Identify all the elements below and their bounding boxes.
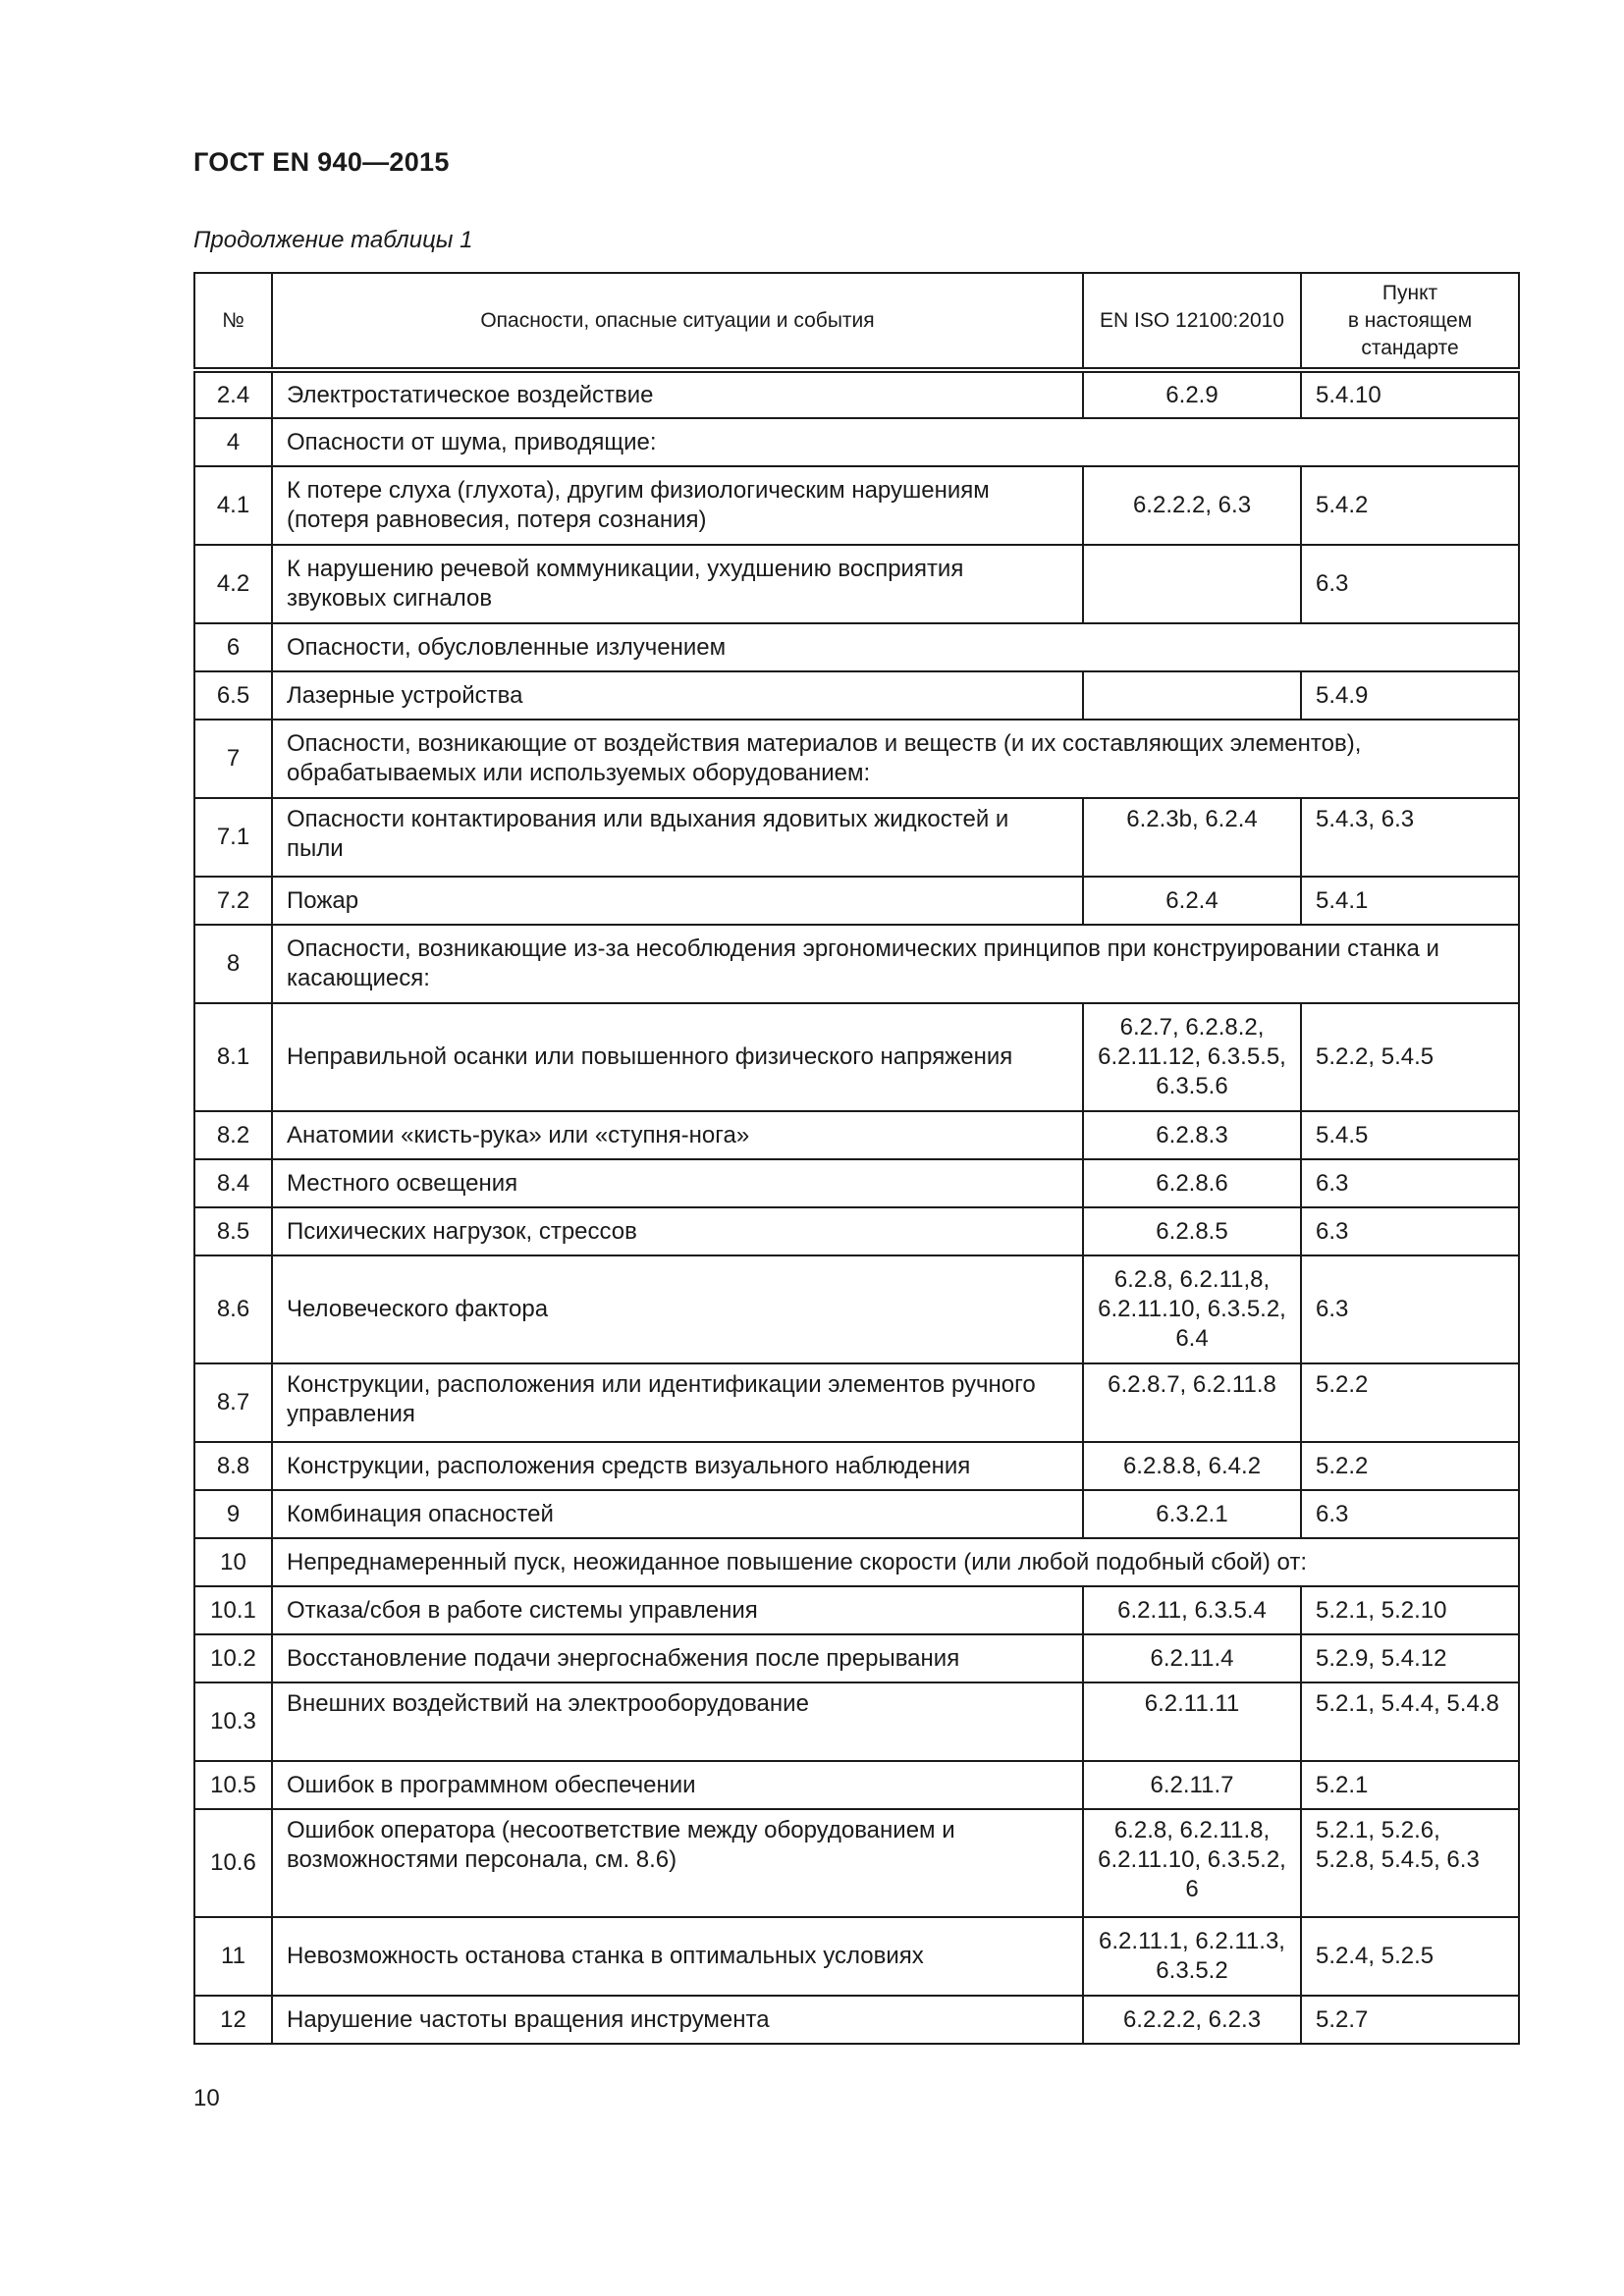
row-iso-reference: 6.2.8.6 — [1083, 1159, 1301, 1207]
table-row — [194, 1207, 1519, 1255]
row-clause-reference: 5.2.7 — [1301, 1996, 1519, 2044]
row-hazard: Анатомии «кисть-рука» или «ступня-нога» — [272, 1111, 1083, 1159]
page-number: 10 — [193, 2085, 220, 2111]
col-header-clause: Пункт в настоящем стандарте — [1301, 273, 1519, 370]
table-row — [194, 370, 1519, 418]
row-hazard: Конструкции, расположения или идентификации элементов ручного управления — [272, 1363, 1083, 1442]
row-hazard: Непреднамеренный пуск, неожиданное повышение скорости (или любой подобный сбой) от: — [272, 1538, 1519, 1586]
row-clause-reference: 6.3 — [1301, 1255, 1519, 1363]
row-hazard: Лазерные устройства — [272, 671, 1083, 720]
row-clause-reference: 5.2.2 — [1301, 1442, 1519, 1490]
row-iso-reference: 6.2.2.2, 6.2.3 — [1083, 1996, 1301, 2044]
row-iso-reference: 6.2.8, 6.2.11,8, 6.2.11.10, 6.3.5.2, 6.4 — [1083, 1255, 1301, 1363]
row-iso-reference: 6.2.11, 6.3.5.4 — [1083, 1586, 1301, 1634]
table-row — [194, 623, 1519, 671]
row-hazard: Ошибок в программном обеспечении — [272, 1761, 1083, 1809]
row-iso-reference: 6.3.2.1 — [1083, 1490, 1301, 1538]
row-number: 8.5 — [194, 1207, 272, 1255]
row-hazard: Электростатическое воздействие — [272, 370, 1083, 418]
table-row — [194, 1538, 1519, 1586]
row-hazard: К нарушению речевой коммуникации, ухудшению восприятия звуковых сигналов — [272, 545, 1083, 623]
row-number: 12 — [194, 1996, 272, 2044]
row-iso-reference: 6.2.11.11 — [1083, 1682, 1301, 1761]
row-clause-reference: 6.3 — [1301, 545, 1519, 623]
row-clause-reference: 5.2.1, 5.2.6, 5.2.8, 5.4.5, 6.3 — [1301, 1809, 1519, 1917]
row-iso-reference: 6.2.9 — [1083, 370, 1301, 418]
table-row — [194, 1761, 1519, 1809]
table-header-row — [194, 273, 1519, 370]
row-number: 8.8 — [194, 1442, 272, 1490]
row-iso-reference: 6.2.8.5 — [1083, 1207, 1301, 1255]
table-row — [194, 1159, 1519, 1207]
row-clause-reference: 5.4.1 — [1301, 877, 1519, 925]
row-hazard: К потере слуха (глухота), другим физиологическим нарушениям (потеря равновесия, потеря сознания) — [272, 466, 1083, 545]
row-iso-reference: 6.2.8.8, 6.4.2 — [1083, 1442, 1301, 1490]
row-iso-reference: 6.2.2.2, 6.3 — [1083, 466, 1301, 545]
row-iso-reference: 6.2.4 — [1083, 877, 1301, 925]
row-clause-reference: 5.4.10 — [1301, 370, 1519, 418]
row-clause-reference: 5.2.1, 5.2.10 — [1301, 1586, 1519, 1634]
row-clause-reference: 5.4.9 — [1301, 671, 1519, 720]
row-iso-reference: 6.2.8.3 — [1083, 1111, 1301, 1159]
row-number: 8.7 — [194, 1363, 272, 1442]
hazard-table — [193, 272, 1520, 2045]
row-number: 10.1 — [194, 1586, 272, 1634]
row-number: 7.2 — [194, 877, 272, 925]
row-hazard: Ошибок оператора (несоответствие между оборудованием и возможностями персонала, см. 8.6) — [272, 1809, 1083, 1917]
table-row — [194, 1442, 1519, 1490]
row-hazard: Конструкции, расположения средств визуального наблюдения — [272, 1442, 1083, 1490]
table-row — [194, 1255, 1519, 1363]
row-number: 7.1 — [194, 798, 272, 877]
row-clause-reference: 5.4.2 — [1301, 466, 1519, 545]
table-row — [194, 1682, 1519, 1761]
table-body — [194, 370, 1519, 2044]
row-number: 8 — [194, 925, 272, 1003]
table-row — [194, 466, 1519, 545]
row-iso-reference — [1083, 545, 1301, 623]
row-clause-reference: 5.2.1, 5.4.4, 5.4.8 — [1301, 1682, 1519, 1761]
table-row — [194, 798, 1519, 877]
table-row — [194, 545, 1519, 623]
row-iso-reference: 6.2.11.7 — [1083, 1761, 1301, 1809]
row-hazard: Комбинация опасностей — [272, 1490, 1083, 1538]
row-hazard: Психических нагрузок, стрессов — [272, 1207, 1083, 1255]
row-clause-reference: 6.3 — [1301, 1159, 1519, 1207]
table-row — [194, 1809, 1519, 1917]
row-clause-reference: 6.3 — [1301, 1490, 1519, 1538]
row-number: 10.3 — [194, 1682, 272, 1761]
row-iso-reference: 6.2.3b, 6.2.4 — [1083, 798, 1301, 877]
row-iso-reference: 6.2.11.4 — [1083, 1634, 1301, 1682]
row-number: 11 — [194, 1917, 272, 1996]
table-caption: Продолжение таблицы 1 — [193, 227, 473, 253]
table-row — [194, 1917, 1519, 1996]
row-number: 4.1 — [194, 466, 272, 545]
col-header-iso: EN ISO 12100:2010 — [1083, 273, 1301, 370]
row-hazard: Неправильной осанки или повышенного физического напряжения — [272, 1003, 1083, 1111]
row-iso-reference: 6.2.7, 6.2.8.2, 6.2.11.12, 6.3.5.5, 6.3.5.6 — [1083, 1003, 1301, 1111]
table-row — [194, 877, 1519, 925]
table-row — [194, 1586, 1519, 1634]
row-number: 6.5 — [194, 671, 272, 720]
row-number: 10 — [194, 1538, 272, 1586]
row-hazard: Опасности, обусловленные излучением — [272, 623, 1519, 671]
row-clause-reference: 5.2.9, 5.4.12 — [1301, 1634, 1519, 1682]
row-clause-reference: 6.3 — [1301, 1207, 1519, 1255]
col-header-hazard: Опасности, опасные ситуации и события — [272, 273, 1083, 370]
row-clause-reference: 5.2.4, 5.2.5 — [1301, 1917, 1519, 1996]
row-iso-reference: 6.2.8.7, 6.2.11.8 — [1083, 1363, 1301, 1442]
row-number: 8.2 — [194, 1111, 272, 1159]
table-row — [194, 1996, 1519, 2044]
row-hazard: Опасности контактирования или вдыхания ядовитых жидкостей и пыли — [272, 798, 1083, 877]
row-hazard: Отказа/сбоя в работе системы управления — [272, 1586, 1083, 1634]
row-hazard: Нарушение частоты вращения инструмента — [272, 1996, 1083, 2044]
row-number: 10.2 — [194, 1634, 272, 1682]
table-row — [194, 418, 1519, 466]
table-row — [194, 1111, 1519, 1159]
row-hazard: Местного освещения — [272, 1159, 1083, 1207]
row-clause-reference: 5.2.2 — [1301, 1363, 1519, 1442]
row-hazard: Опасности, возникающие от воздействия материалов и веществ (и их составляющих элементов), обрабатываемых или используемых оборудованием: — [272, 720, 1519, 798]
table-row — [194, 671, 1519, 720]
row-number: 8.4 — [194, 1159, 272, 1207]
row-iso-reference — [1083, 671, 1301, 720]
row-number: 10.5 — [194, 1761, 272, 1809]
row-number: 6 — [194, 623, 272, 671]
row-hazard: Невозможность останова станка в оптимальных условиях — [272, 1917, 1083, 1996]
col-header-number: № — [194, 273, 272, 370]
table-row — [194, 1490, 1519, 1538]
row-number: 8.6 — [194, 1255, 272, 1363]
row-hazard: Человеческого фактора — [272, 1255, 1083, 1363]
row-hazard: Опасности, возникающие из-за несоблюдения эргономических принципов при конструировании станка и касающиеся: — [272, 925, 1519, 1003]
row-hazard: Внешних воздействий на электрооборудование — [272, 1682, 1083, 1761]
row-iso-reference: 6.2.11.1, 6.2.11.3, 6.3.5.2 — [1083, 1917, 1301, 1996]
row-iso-reference: 6.2.8, 6.2.11.8, 6.2.11.10, 6.3.5.2, 6 — [1083, 1809, 1301, 1917]
row-number: 10.6 — [194, 1809, 272, 1917]
row-number: 7 — [194, 720, 272, 798]
table-row — [194, 925, 1519, 1003]
row-hazard: Пожар — [272, 877, 1083, 925]
row-clause-reference: 5.2.1 — [1301, 1761, 1519, 1809]
table-row — [194, 1363, 1519, 1442]
row-clause-reference: 5.2.2, 5.4.5 — [1301, 1003, 1519, 1111]
row-clause-reference: 5.4.3, 6.3 — [1301, 798, 1519, 877]
row-number: 9 — [194, 1490, 272, 1538]
row-number: 4.2 — [194, 545, 272, 623]
row-number: 8.1 — [194, 1003, 272, 1111]
table-row — [194, 1634, 1519, 1682]
table-row — [194, 1003, 1519, 1111]
row-number: 2.4 — [194, 370, 272, 418]
row-number: 4 — [194, 418, 272, 466]
table-row — [194, 720, 1519, 798]
row-hazard: Опасности от шума, приводящие: — [272, 418, 1519, 466]
row-clause-reference: 5.4.5 — [1301, 1111, 1519, 1159]
document-title: ГОСТ EN 940—2015 — [193, 147, 450, 177]
row-hazard: Восстановление подачи энергоснабжения после прерывания — [272, 1634, 1083, 1682]
